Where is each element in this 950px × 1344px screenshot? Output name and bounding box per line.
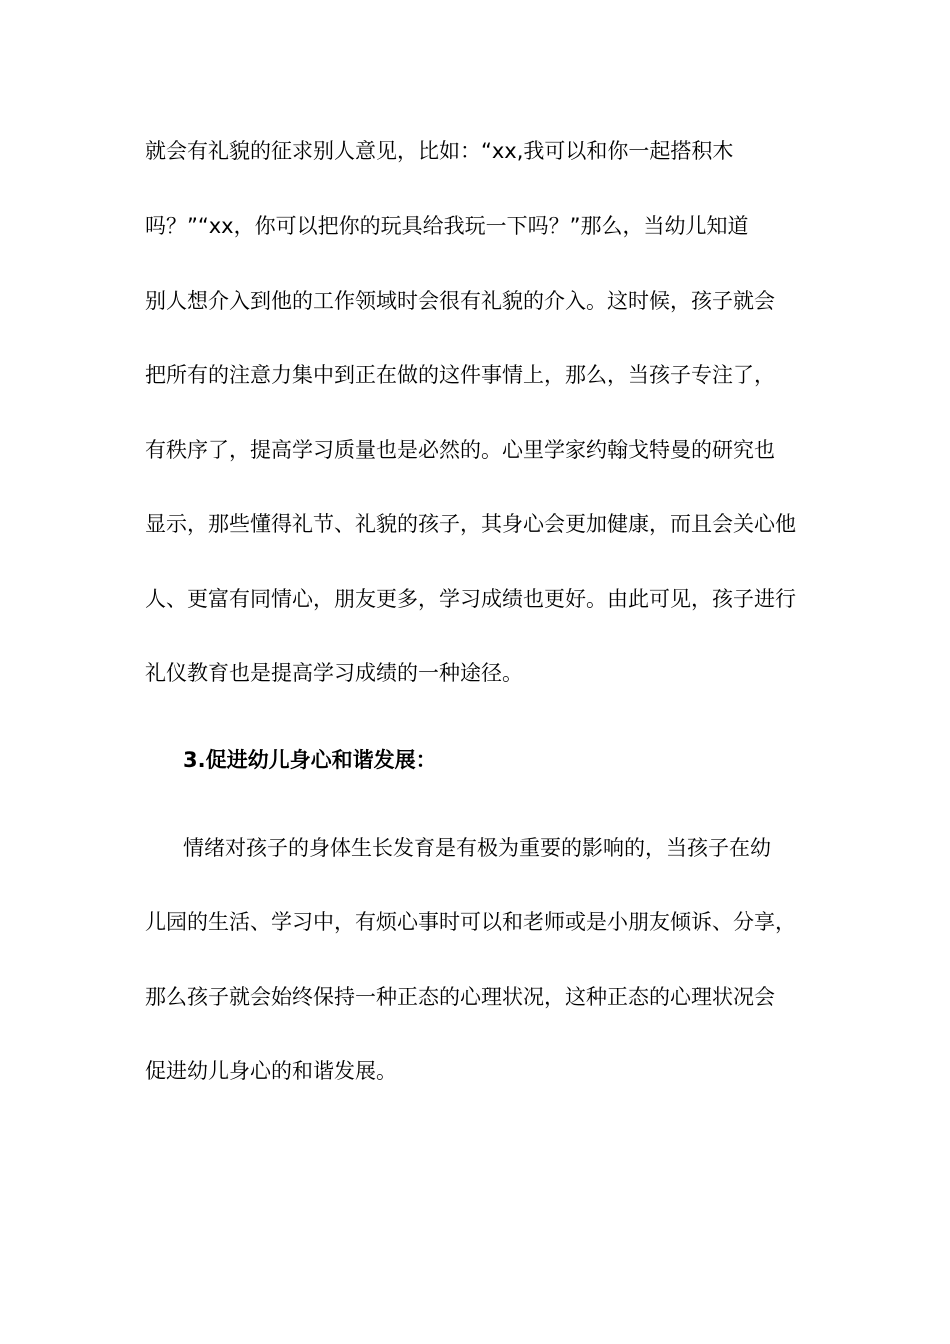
body-text-line: 吗？”“xx，你可以把你的玩具给我玩一下吗？”那么，当幼儿知道 <box>145 214 749 238</box>
body-text-line: 别人想介入到他的工作领域时会很有礼貌的介入。这时候，孩子就会 <box>145 289 775 313</box>
body-text-line: 儿园的生活、学习中，有烦心事时可以和老师或是小朋友倾诉、分享， <box>145 910 796 934</box>
body-text-line: 礼仪教育也是提高学习成绩的一种途径。 <box>145 661 523 685</box>
body-text-line: 人、更富有同情心，朋友更多，学习成绩也更好。由此可见，孩子进行 <box>145 587 796 611</box>
body-text-line: 情绪对孩子的身体生长发育是有极为重要的影响的，当孩子在幼 <box>183 836 771 860</box>
body-text-line: 促进幼儿身心的和谐发展。 <box>145 1059 397 1083</box>
body-text-line: 那么孩子就会始终保持一种正态的心理状况，这种正态的心理状况会 <box>145 985 775 1009</box>
body-text-line: 有秩序了，提高学习质量也是必然的。心里学家约翰戈特曼的研究也 <box>145 438 775 462</box>
body-text-line: 就会有礼貌的征求别人意见，比如：“xx,我可以和你一起搭积木 <box>145 139 734 163</box>
body-text-line: 把所有的注意力集中到正在做的这件事情上，那么，当孩子专注了， <box>145 363 775 387</box>
body-text-line: 显示，那些懂得礼节、礼貌的孩子，其身心会更加健康，而且会关心他 <box>145 512 796 536</box>
section-heading: 3.促进幼儿身心和谐发展： <box>183 748 437 772</box>
